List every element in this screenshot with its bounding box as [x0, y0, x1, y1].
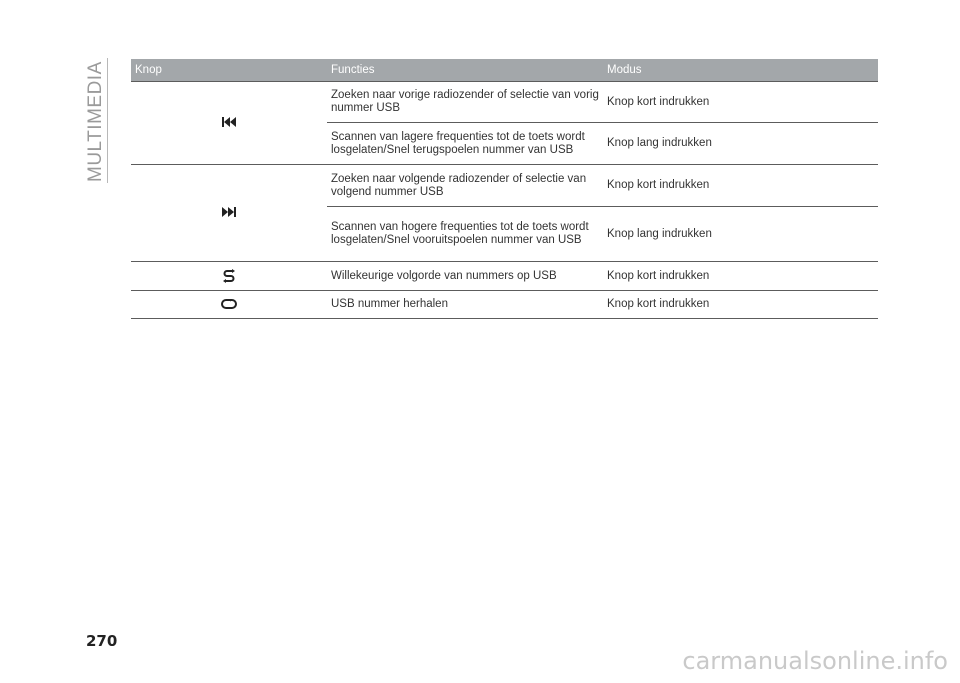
button-cell — [131, 165, 327, 262]
function-text: Scannen van lagere frequenties tot de toets wordt losgelaten/Snel terugspoelen nummer van USB — [327, 123, 603, 165]
watermark: carmanualsonline.info — [682, 647, 948, 675]
button-cell — [131, 262, 327, 291]
skip-back-icon — [222, 117, 236, 127]
table-row — [131, 165, 878, 207]
mode-text: Knop lang indrukken — [603, 123, 878, 165]
function-text: Willekeurige volgorde van nummers op USB — [327, 262, 603, 291]
functions-table — [131, 59, 878, 319]
button-cell — [131, 291, 327, 319]
section-title — [86, 56, 108, 182]
repeat-icon — [221, 299, 237, 309]
mode-text: Knop kort indrukken — [603, 82, 878, 123]
function-text: Scannen van hogere frequenties tot de toets wordt losgelaten/Snel vooruitspoelen nummer van USB — [327, 207, 603, 262]
header-functies: Functies — [327, 59, 603, 82]
table-header-row — [131, 59, 878, 82]
function-text: USB nummer herhalen — [327, 291, 603, 319]
table-row — [131, 82, 878, 123]
mode-text: Knop kort indrukken — [603, 262, 878, 291]
function-text: Zoeken naar volgende radiozender of selectie van volgend nummer USB — [327, 165, 603, 207]
table-row — [131, 291, 878, 319]
section-divider — [107, 58, 108, 183]
table-row — [131, 262, 878, 291]
shuffle-icon — [223, 269, 235, 283]
mode-text: Knop lang indrukken — [603, 207, 878, 262]
function-text: Zoeken naar vorige radiozender of selectie van vorig nummer USB — [327, 82, 603, 123]
mode-text: Knop kort indrukken — [603, 291, 878, 319]
button-cell — [131, 82, 327, 165]
section-title-text: MULTIMEDIA — [85, 61, 106, 182]
page-number: 270 — [86, 632, 118, 650]
header-modus: Modus — [603, 59, 878, 82]
mode-text: Knop kort indrukken — [603, 165, 878, 207]
skip-forward-icon — [222, 207, 236, 217]
header-knop: Knop — [131, 59, 327, 82]
